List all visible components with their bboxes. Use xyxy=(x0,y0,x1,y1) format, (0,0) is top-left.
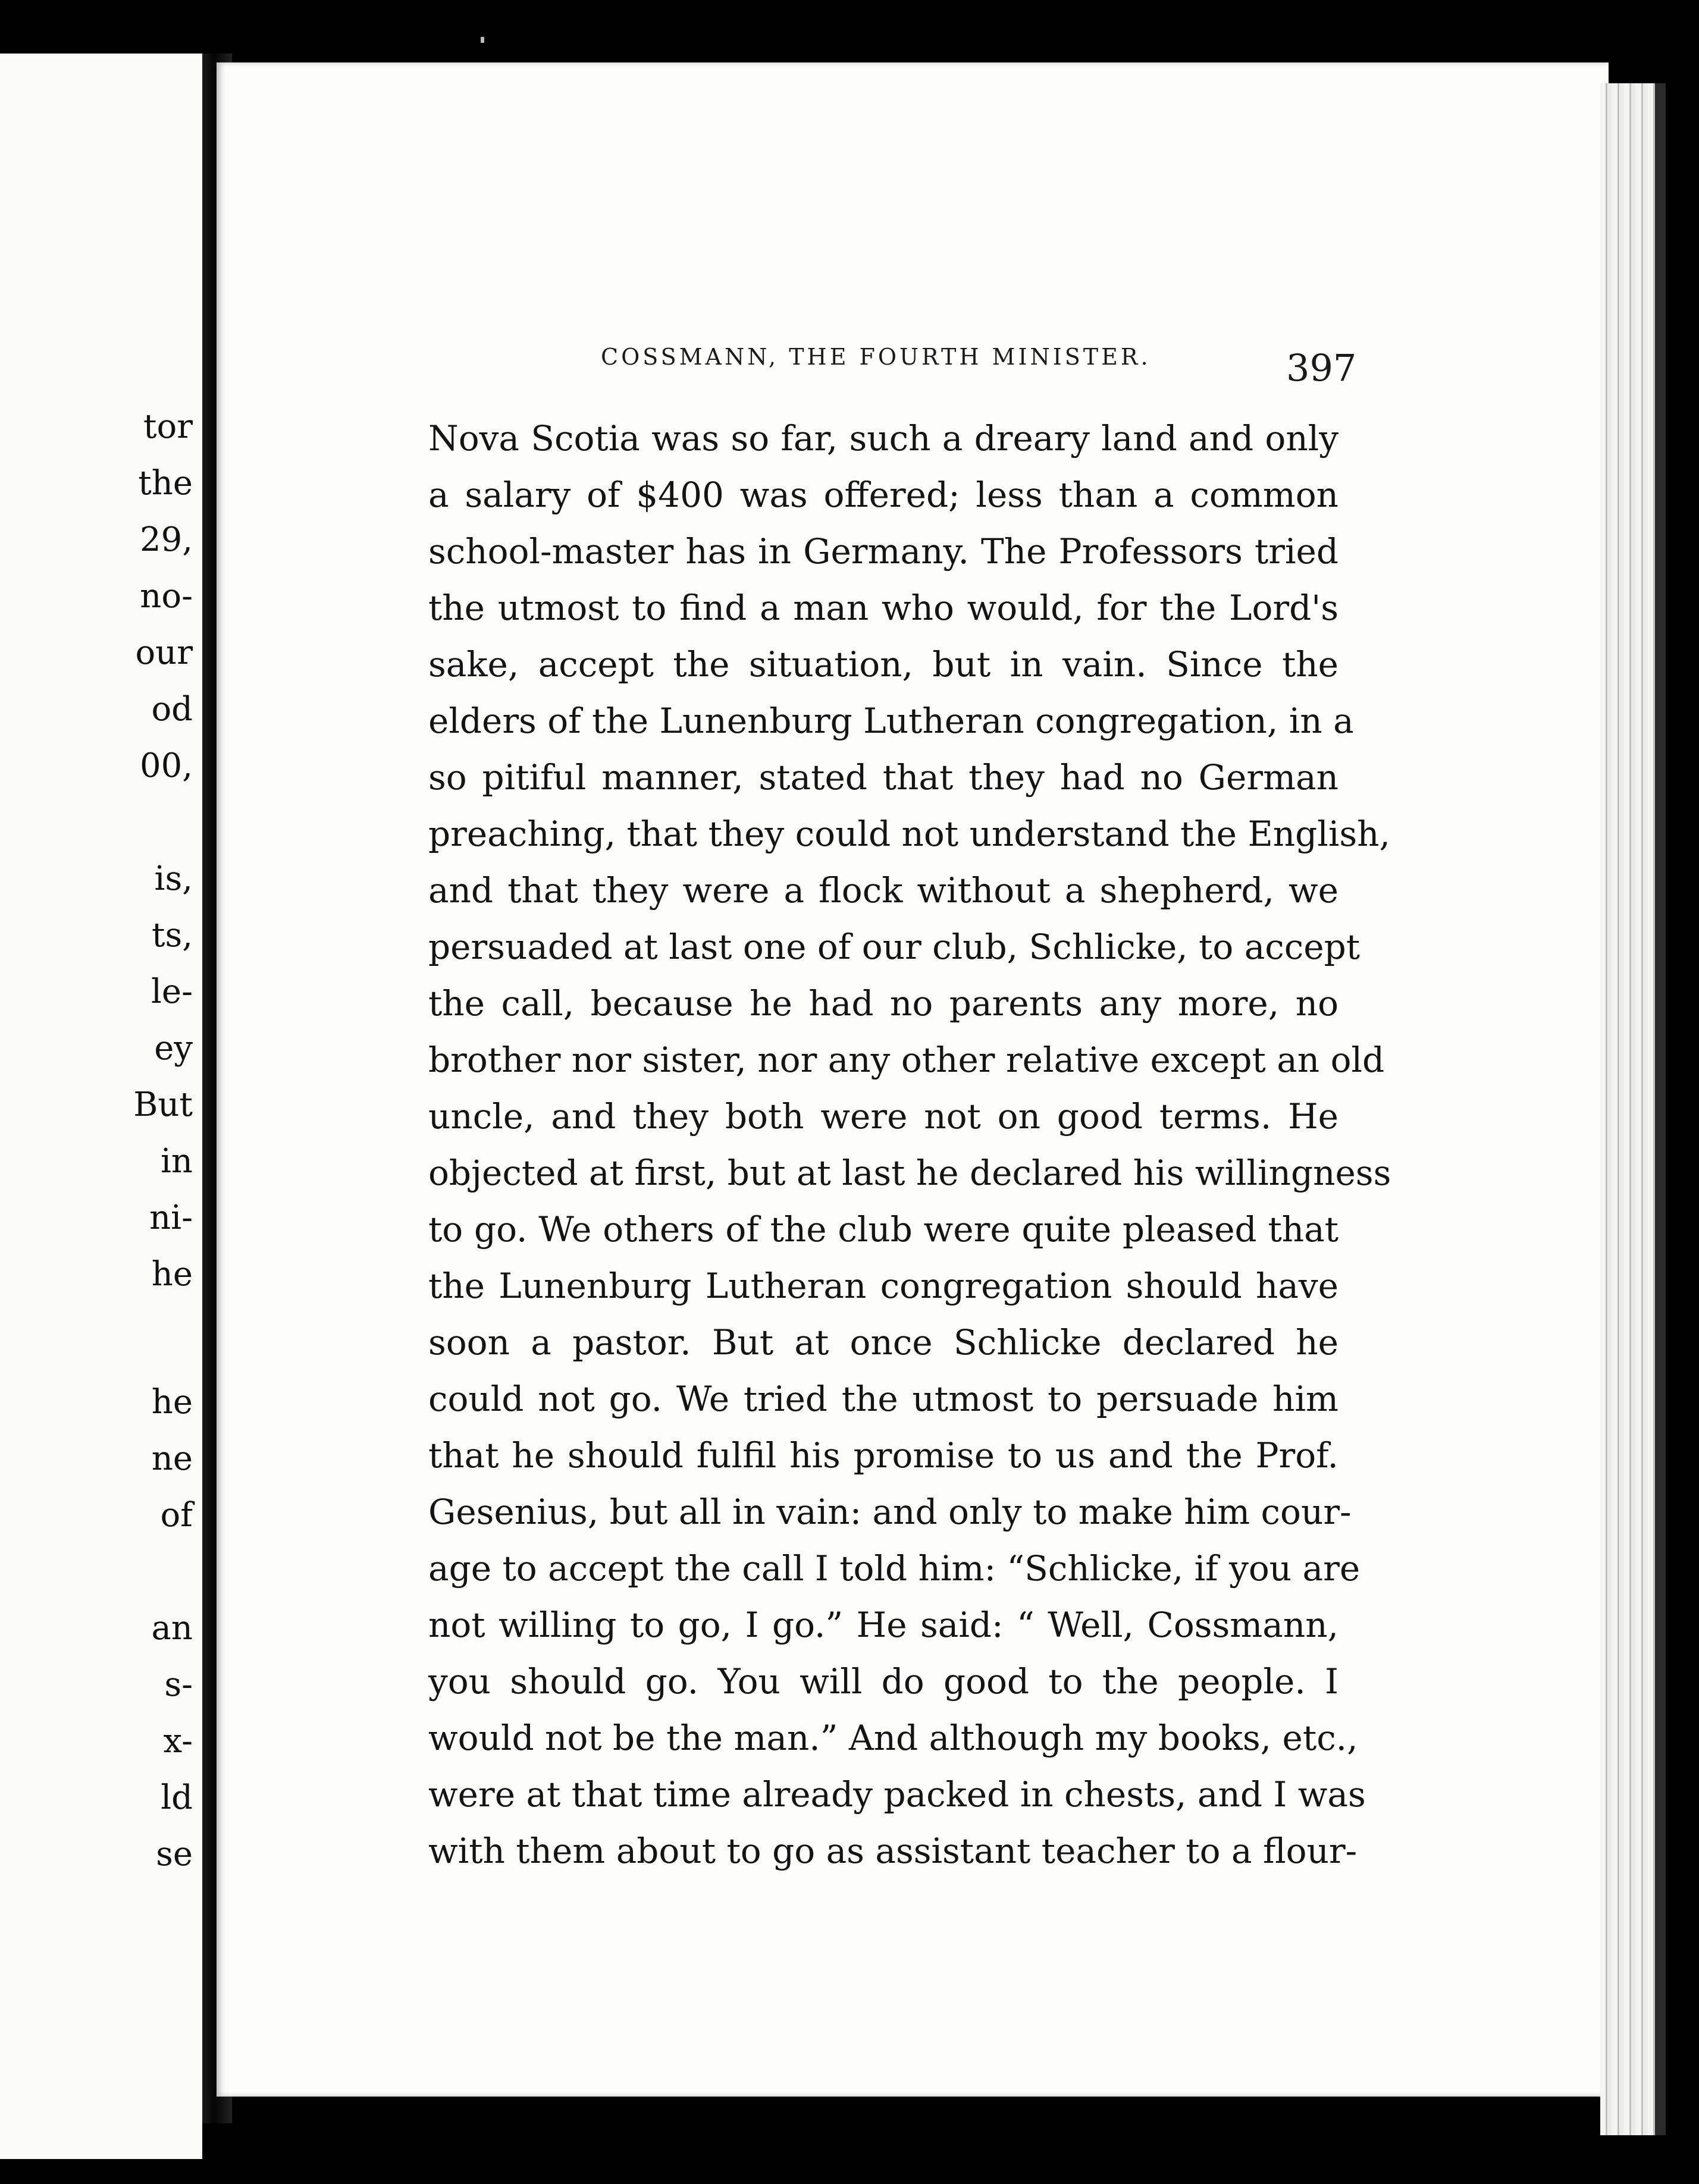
text-line: so pitiful manner, stated that they had no German xyxy=(428,757,1338,798)
text-line: Nova Scotia was so far, such a dreary land and only xyxy=(428,418,1338,459)
left-page-fragment: But xyxy=(133,1085,193,1124)
left-page-fragment: 00, xyxy=(139,746,193,785)
left-page-fragment: ey xyxy=(154,1029,193,1068)
text-line: that he should fulfil his promise to us and the Prof. xyxy=(428,1435,1338,1476)
text-line: the Lunenburg Lutheran congregation should have xyxy=(428,1266,1338,1306)
text-line: Gesenius, but all in vain: and only to make him cour- xyxy=(428,1492,1352,1532)
text-line: the call, because he had no parents any more, no xyxy=(428,983,1338,1024)
text-line: objected at first, but at last he declared his willingness xyxy=(428,1153,1391,1193)
text-line: could not go. We tried the utmost to persuade him xyxy=(428,1379,1338,1419)
text-line: you should go. You will do good to the people. I xyxy=(428,1661,1338,1702)
left-page-fragment: our xyxy=(135,633,193,672)
left-page-fragment: no- xyxy=(140,577,193,616)
left-page-text-fragments xyxy=(0,54,202,2159)
running-head: COSSMANN, THE FOURTH MINISTER. xyxy=(601,344,1151,370)
body-text xyxy=(428,410,1391,1879)
left-facing-page xyxy=(0,54,202,2159)
left-page-fragment: od xyxy=(151,690,193,729)
left-page-fragment: is, xyxy=(154,859,193,898)
left-page-fragment: an xyxy=(151,1609,193,1648)
left-page-fragment: the xyxy=(138,464,193,503)
left-page-fragment: ld xyxy=(161,1778,193,1817)
text-line: uncle, and they both were not on good terms. He xyxy=(428,1096,1338,1137)
left-page-fragment: x- xyxy=(163,1722,193,1761)
left-page-fragment: ts, xyxy=(151,916,193,955)
text-line: preaching, that they could not understand the English, xyxy=(428,814,1390,854)
text-line: and that they were a flock without a shepherd, we xyxy=(428,870,1338,911)
text-line: to go. We others of the club were quite pleased that xyxy=(428,1209,1338,1250)
text-line: school-master has in Germany. The Professors tried xyxy=(428,531,1338,572)
left-page-fragment: ni- xyxy=(149,1198,193,1237)
left-page-fragment: in xyxy=(161,1142,193,1181)
left-page-fragment: s- xyxy=(164,1665,193,1704)
page-number: 397 xyxy=(1286,346,1357,390)
text-line: age to accept the call I told him: “Schlicke, if you are xyxy=(428,1548,1361,1589)
left-page-fragment: ne xyxy=(151,1439,193,1478)
text-line: were at that time already packed in chests, and I was xyxy=(428,1774,1366,1815)
left-page-fragment: of xyxy=(160,1496,193,1535)
text-line: soon a pastor. But at once Schlicke declared he xyxy=(428,1322,1338,1363)
text-line: would not be the man.” And although my books, etc., xyxy=(428,1718,1358,1758)
text-line: with them about to go as assistant teacher to a flour- xyxy=(428,1831,1358,1871)
text-line: not willing to go, I go.” He said: “ Well, Cossmann, xyxy=(428,1605,1338,1645)
text-line: a salary of $400 was offered; less than a common xyxy=(428,475,1338,515)
text-line: elders of the Lunenburg Lutheran congregation, in a xyxy=(428,701,1354,741)
text-line: sake, accept the situation, but in vain. Since the xyxy=(428,644,1338,685)
left-page-fragment: 29, xyxy=(139,520,193,559)
left-page-fragment: le- xyxy=(151,972,193,1011)
left-page-fragment: he xyxy=(151,1255,193,1294)
text-line: persuaded at last one of our club, Schlicke, to accept xyxy=(428,927,1360,967)
left-page-fragment: se xyxy=(156,1835,193,1874)
text-line: the utmost to find a man who would, for the Lord's xyxy=(428,588,1338,628)
scan-speck xyxy=(481,37,484,43)
left-page-fragment: he xyxy=(151,1383,193,1422)
text-line: brother nor sister, nor any other relative except an old xyxy=(428,1040,1385,1080)
left-page-fragment: tor xyxy=(143,407,193,446)
page-edges xyxy=(1600,83,1666,2135)
